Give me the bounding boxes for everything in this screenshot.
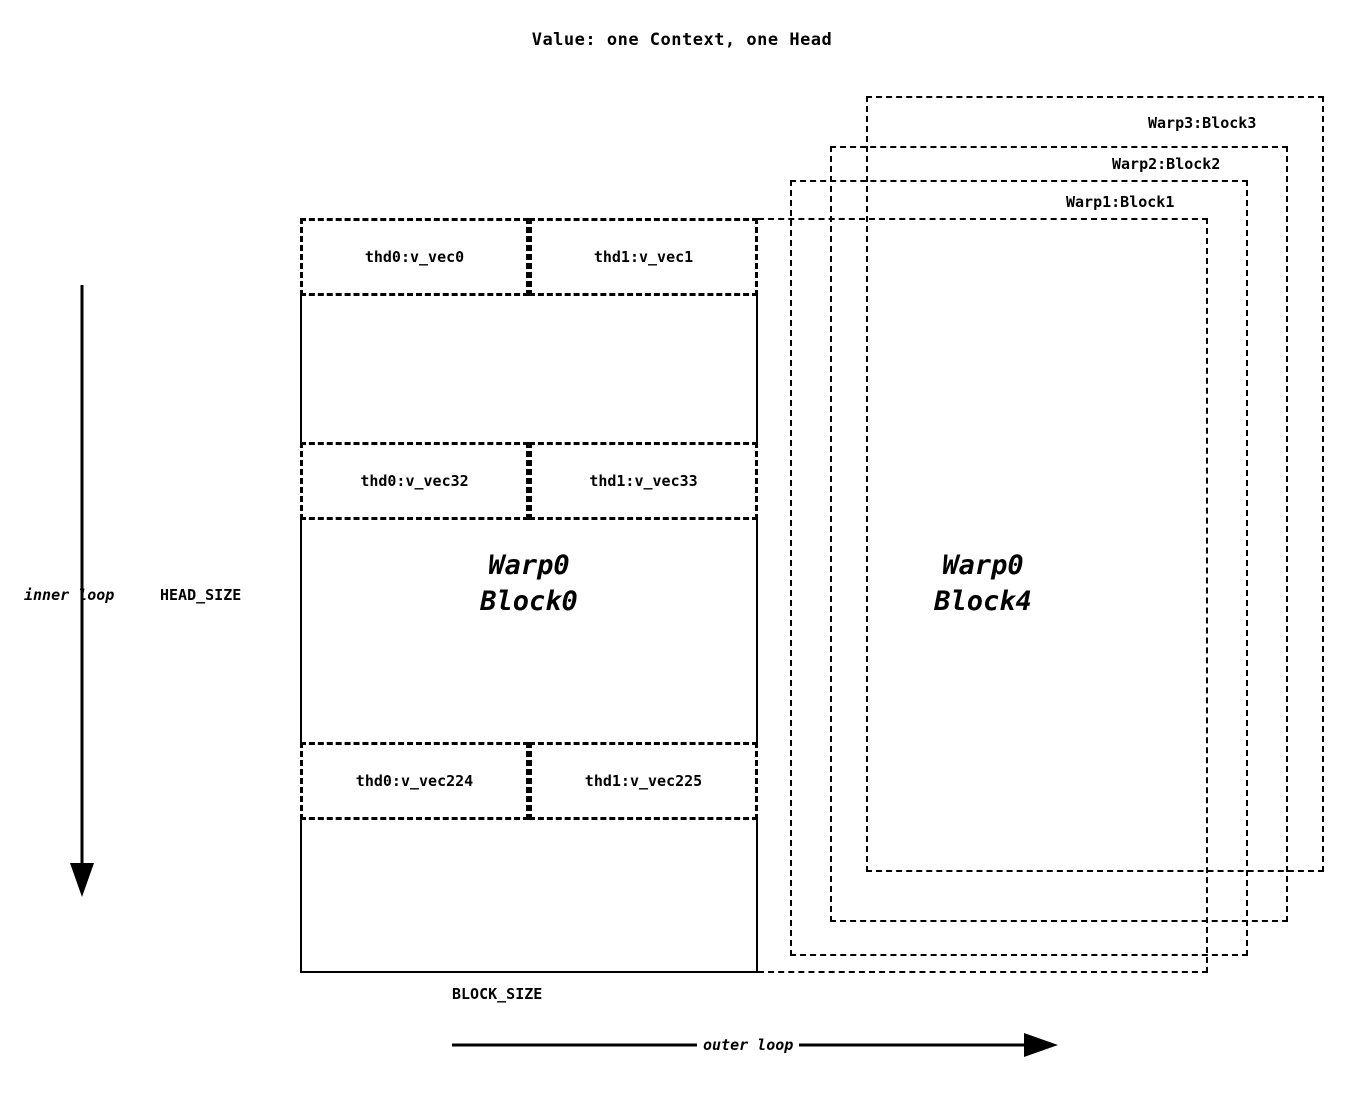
block0-caption-line2: Block0: [480, 586, 578, 618]
block-size-label: BLOCK_SIZE: [452, 985, 543, 1003]
page-title: Value: one Context, one Head: [531, 30, 833, 50]
block0-caption-line1: Warp0: [488, 550, 570, 581]
thread-cell-thd0-vvec32: thd0:v_vec32: [300, 442, 529, 520]
thread-cell-thd1-vvec33: thd1:v_vec33: [529, 442, 758, 520]
inner-loop-label: inner loop: [24, 586, 115, 604]
block4-caption-line2: Block4: [934, 586, 1032, 618]
thread-cell-thd0-vvec224: thd0:v_vec224: [300, 742, 529, 820]
thread-cell-thd1-vvec1: thd1:v_vec1: [529, 218, 758, 296]
block4-caption-line1: Warp0: [942, 550, 1024, 581]
outer-loop-label: outer loop: [697, 1036, 799, 1054]
thread-cell-thd1-vvec225: thd1:v_vec225: [529, 742, 758, 820]
block0-caption: [300, 548, 758, 621]
thread-cell-thd0-vvec0: thd0:v_vec0: [300, 218, 529, 296]
back-block-warp1-label: Warp1:Block1: [1066, 193, 1175, 211]
block4-caption: [758, 548, 1208, 621]
back-block-warp3-label: Warp3:Block3: [1148, 114, 1257, 132]
back-block-warp2-label: Warp2:Block2: [1112, 155, 1221, 173]
head-size-label: HEAD_SIZE: [160, 586, 242, 604]
